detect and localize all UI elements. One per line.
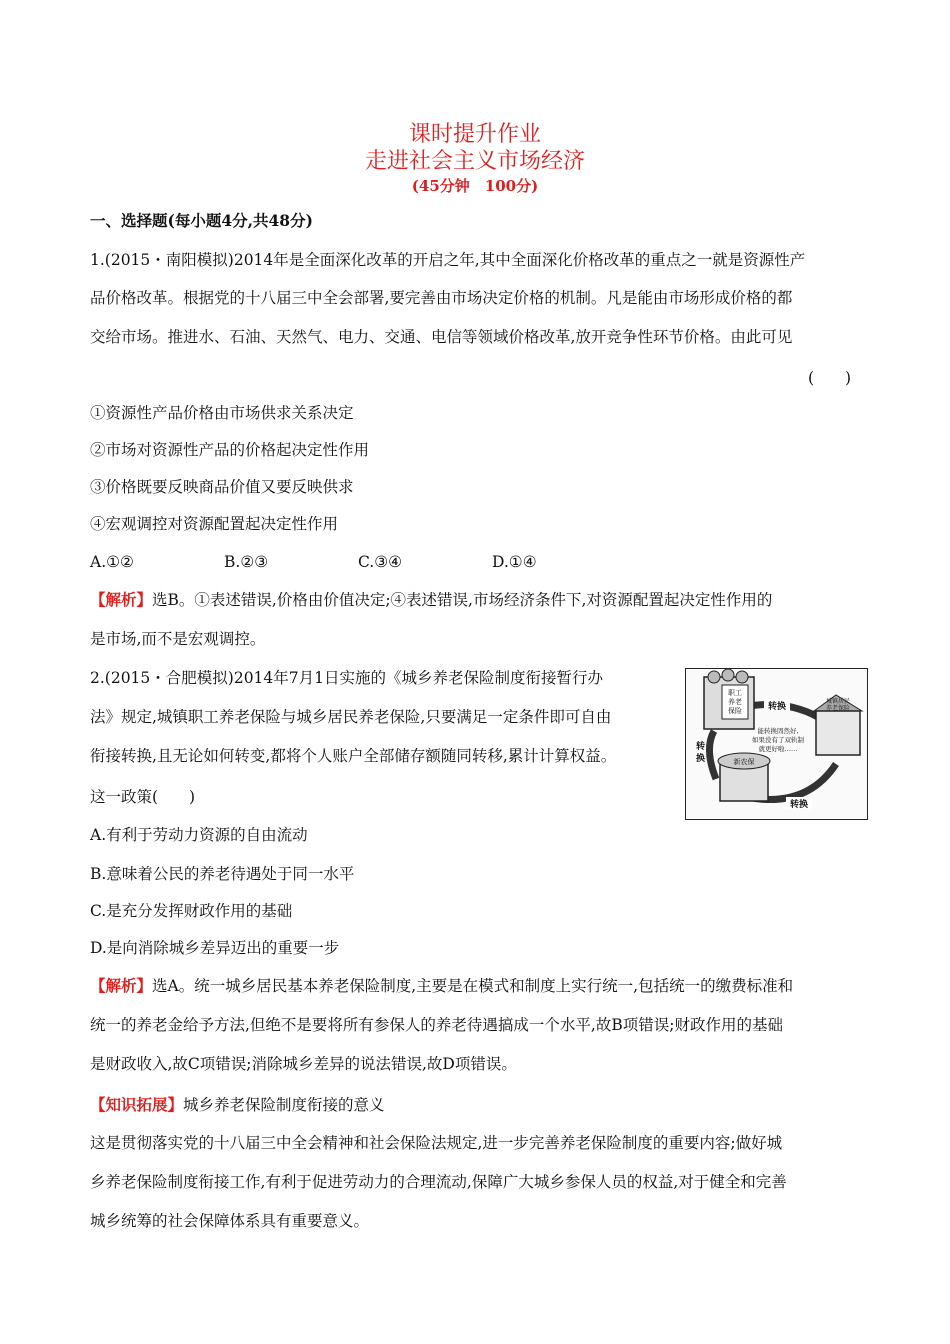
page-title: 课时提升作业 bbox=[408, 122, 541, 147]
svg-text:养老: 养老 bbox=[728, 698, 742, 706]
extension-title: 城乡养老保险制度衔接的意义 bbox=[183, 1096, 385, 1114]
q1-analysis-line-1 bbox=[90, 590, 772, 610]
q2-stem-line-1: 2.(2015・合肥模拟)2014年7月1日实施的《城乡养老保险制度衔接暂行办 bbox=[90, 669, 604, 687]
label-convert-top: 转换 bbox=[767, 702, 787, 712]
extension-line-1: 这是贯彻落实党的十八届三中全会精神和社会保险法规定,进一步完善养老保险制度的重要内容;做好城 bbox=[90, 1134, 783, 1152]
section-heading: 一、选择题(每小题4分,共48分) bbox=[90, 211, 313, 230]
q1-stem-line-1: 1.(2015・南阳模拟)2014年是全面深化改革的开启之年,其中全面深化价格改革的重点之一就是资源性产 bbox=[90, 251, 806, 269]
q1-option-b: B.②③ bbox=[224, 553, 269, 571]
q1-stem-line-3: 交给市场。推进水、石油、天然气、电力、交通、电信等领域价格改革,放开竞争性环节价格。由此可见 bbox=[90, 328, 793, 346]
extension-line-2: 乡养老保险制度衔接工作,有利于促进劳动力的合理流动,保障广大城乡参保人员的权益,对于健全和完善 bbox=[90, 1173, 787, 1191]
speech-line-2: 如果没有了双轨制 bbox=[752, 736, 804, 744]
extension-heading bbox=[90, 1095, 385, 1115]
svg-text:换: 换 bbox=[696, 754, 706, 764]
q1-stem-line-2: 品价格改革。根据党的十八届三中全会部署,要完善由市场决定价格的机制。凡是能由市场形成价格的都 bbox=[90, 289, 793, 307]
q2-option-d: D.是向消除城乡差异迈出的重要一步 bbox=[90, 939, 340, 957]
q1-option-d: D.①④ bbox=[492, 553, 537, 571]
label-convert-bottom: 转换 bbox=[789, 800, 809, 810]
svg-text:保险: 保险 bbox=[728, 707, 742, 715]
pension-conversion-cartoon bbox=[685, 668, 868, 820]
extension-tag: 【知识拓展】 bbox=[90, 1095, 184, 1114]
q2-analysis-text: 选A。统一城乡居民基本养老保险制度,主要是在模式和制度上实行统一,包括统一的缴费标准和 bbox=[152, 977, 794, 995]
speech-line-3: 就更好啦…… bbox=[758, 745, 798, 753]
speech-line-1: 能转换固然好, bbox=[757, 727, 799, 735]
label-rural: 新农保 bbox=[733, 758, 755, 766]
q2-analysis-line-1 bbox=[90, 976, 793, 996]
q1-analysis-line-2: 是市场,而不是宏观调控。 bbox=[90, 630, 266, 648]
q2-analysis-tag: 【解析】 bbox=[90, 976, 153, 995]
label-worker: 职工 bbox=[728, 689, 742, 697]
q2-option-b: B.意味着公民的养老待遇处于同一水平 bbox=[90, 865, 355, 883]
arrow-left-icon bbox=[709, 731, 716, 779]
page-subtitle: 走进社会主义市场经济 bbox=[364, 149, 585, 174]
svg-text:养老保险: 养老保险 bbox=[825, 705, 851, 712]
cartoon-svg bbox=[686, 669, 867, 819]
q2-analysis-line-2: 统一的养老金给予方法,但绝不是要将所有参保人的养老待遇搞成一个水平,故B项错误;财政作用的基础 bbox=[90, 1016, 783, 1034]
q1-option-c: C.③④ bbox=[358, 553, 403, 571]
q2-stem-line-4: 这一政策( ) bbox=[90, 788, 196, 806]
q2-stem-line-3: 衔接转换,且无论如何转变,都将个人账户全部储存额随同转移,累计计算权益。 bbox=[90, 747, 617, 765]
q1-item-1: ①资源性产品价格由市场供求关系决定 bbox=[90, 404, 354, 422]
label-resident: 城镇居民 bbox=[825, 698, 851, 705]
q2-stem-line-2: 法》规定,城镇职工养老保险与城乡居民养老保险,只要满足一定条件即可自由 bbox=[90, 708, 612, 726]
time-score-note: (45分钟 100分) bbox=[411, 177, 539, 195]
q1-item-3: ③价格既要反映商品价值又要反映供求 bbox=[90, 478, 354, 496]
resident-building-icon bbox=[816, 711, 860, 755]
q1-analysis-text: 选B。①表述错误,价格由价值决定;④表述错误,市场经济条件下,对资源配置起决定性作用的 bbox=[152, 591, 773, 609]
q2-analysis-line-3: 是财政收入,故C项错误;消除城乡差异的说法错误,故D项错误。 bbox=[90, 1055, 517, 1073]
label-convert-left: 转 bbox=[696, 742, 706, 752]
q1-item-4: ④宏观调控对资源配置起决定性作用 bbox=[90, 515, 339, 533]
q1-option-a: A.①② bbox=[90, 553, 134, 571]
q2-option-a: A.有利于劳动力资源的自由流动 bbox=[90, 826, 308, 844]
q1-answer-blank: ( ) bbox=[808, 369, 852, 387]
q1-analysis-tag: 【解析】 bbox=[90, 590, 153, 609]
q1-item-2: ②市场对资源性产品的价格起决定性作用 bbox=[90, 441, 370, 459]
q2-option-c: C.是充分发挥财政作用的基础 bbox=[90, 902, 293, 920]
extension-line-3: 城乡统筹的社会保障体系具有重要意义。 bbox=[90, 1212, 370, 1230]
